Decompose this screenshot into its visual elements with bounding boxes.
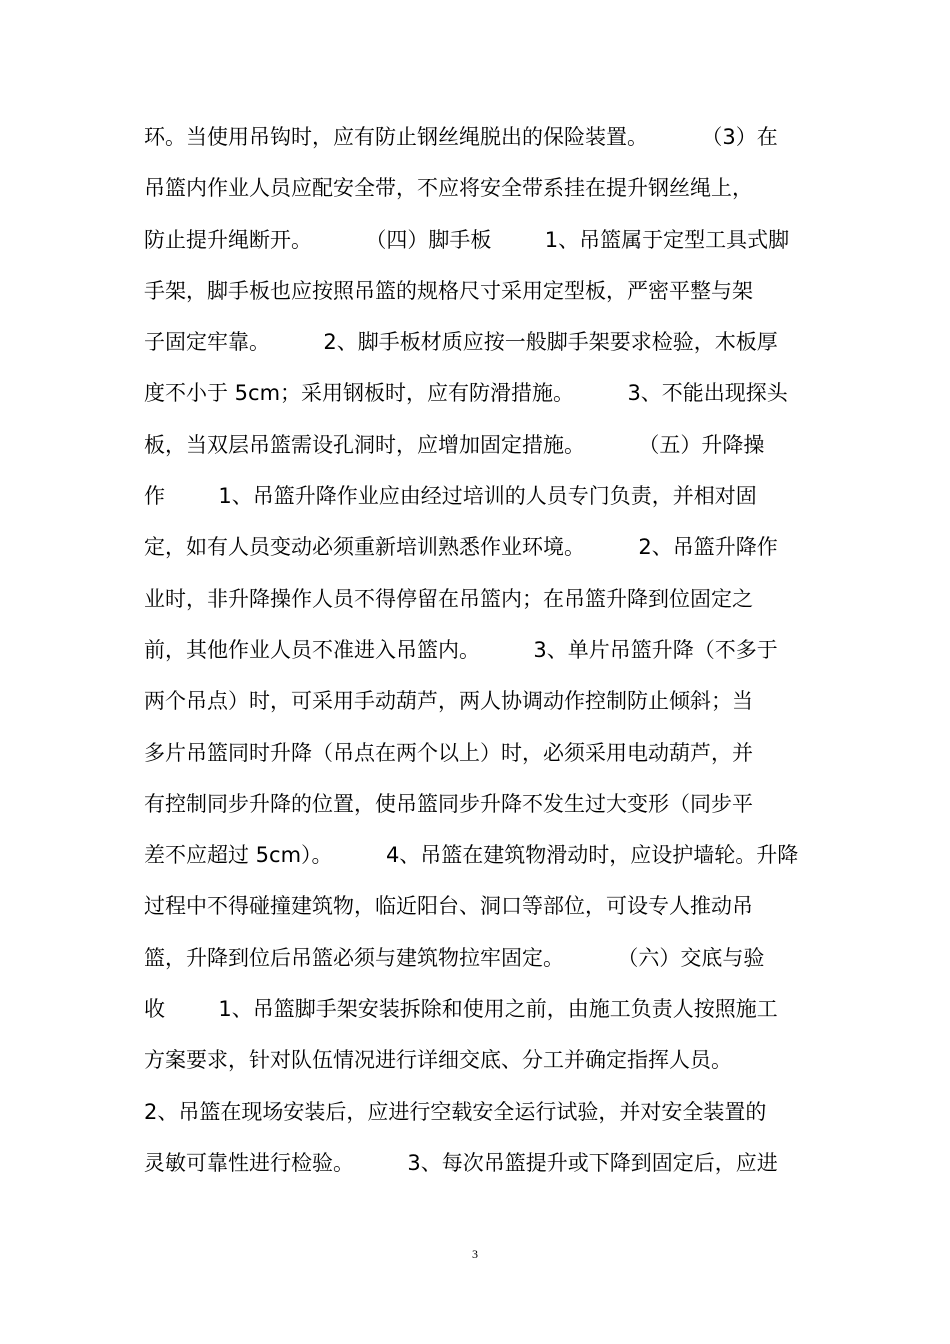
text-line: 2、吊篮在现场安装后，应进行空载安全运行试验，并对安全装置的 <box>144 1099 767 1124</box>
page-number: 3 <box>472 1247 478 1261</box>
text-line: 作 1、吊篮升降作业应由经过培训的人员专门负责，并相对固 <box>144 484 757 509</box>
text-line: 篮，升降到位后吊篮必须与建筑物拉牢固定。 （六）交底与验 <box>144 945 765 970</box>
text-line: 防止提升绳断开。 （四）脚手板 1、吊篮属于定型工具式脚 <box>144 227 790 252</box>
text-line: 子固定牢靠。 2、脚手板材质应按一般脚手架要求检验，木板厚 <box>144 330 778 355</box>
text-line: 过程中不得碰撞建筑物，临近阳台、洞口等部位，可设专人推动吊 <box>144 894 753 919</box>
text-line: 吊篮内作业人员应配安全带，不应将安全带系挂在提升钢丝绳上， <box>144 176 753 201</box>
text-line: 有控制同步升降的位置，使吊篮同步升降不发生过大变形（同步平 <box>144 791 753 816</box>
text-line: 差不应超过 5cm）。 4、吊篮在建筑物滑动时，应设护墙轮。升降 <box>144 843 799 868</box>
text-line: 两个吊点）时，可采用手动葫芦，两人协调动作控制防止倾斜；当 <box>144 689 753 714</box>
body-text <box>144 112 824 1189</box>
text-line: 方案要求，针对队伍情况进行详细交底、分工并确定指挥人员。 <box>144 1048 732 1073</box>
text-line: 灵敏可靠性进行检验。 3、每次吊篮提升或下降到固定后，应进 <box>144 1150 778 1175</box>
text-line: 前，其他作业人员不准进入吊篮内。 3、单片吊篮升降（不多于 <box>144 637 778 662</box>
text-line: 定，如有人员变动必须重新培训熟悉作业环境。 2、吊篮升降作 <box>144 535 778 560</box>
text-line: 业时，非升降操作人员不得停留在吊篮内；在吊篮升降到位固定之 <box>144 586 753 611</box>
text-line: 多片吊篮同时升降（吊点在两个以上）时，必须采用电动葫芦，并 <box>144 740 753 765</box>
text-line: 手架，脚手板也应按照吊篮的规格尺寸采用定型板，严密平整与架 <box>144 278 753 303</box>
text-line: 板，当双层吊篮需设孔洞时，应增加固定措施。 （五）升降操 <box>144 432 765 457</box>
text-line: 度不小于 5cm；采用钢板时，应有防滑措施。 3、不能出现探头 <box>144 381 788 406</box>
text-line: 收 1、吊篮脚手架安装拆除和使用之前，由施工负责人按照施工 <box>144 997 778 1022</box>
text-line: 环。当使用吊钩时，应有防止钢丝绳脱出的保险装置。 （3）在 <box>144 125 778 149</box>
